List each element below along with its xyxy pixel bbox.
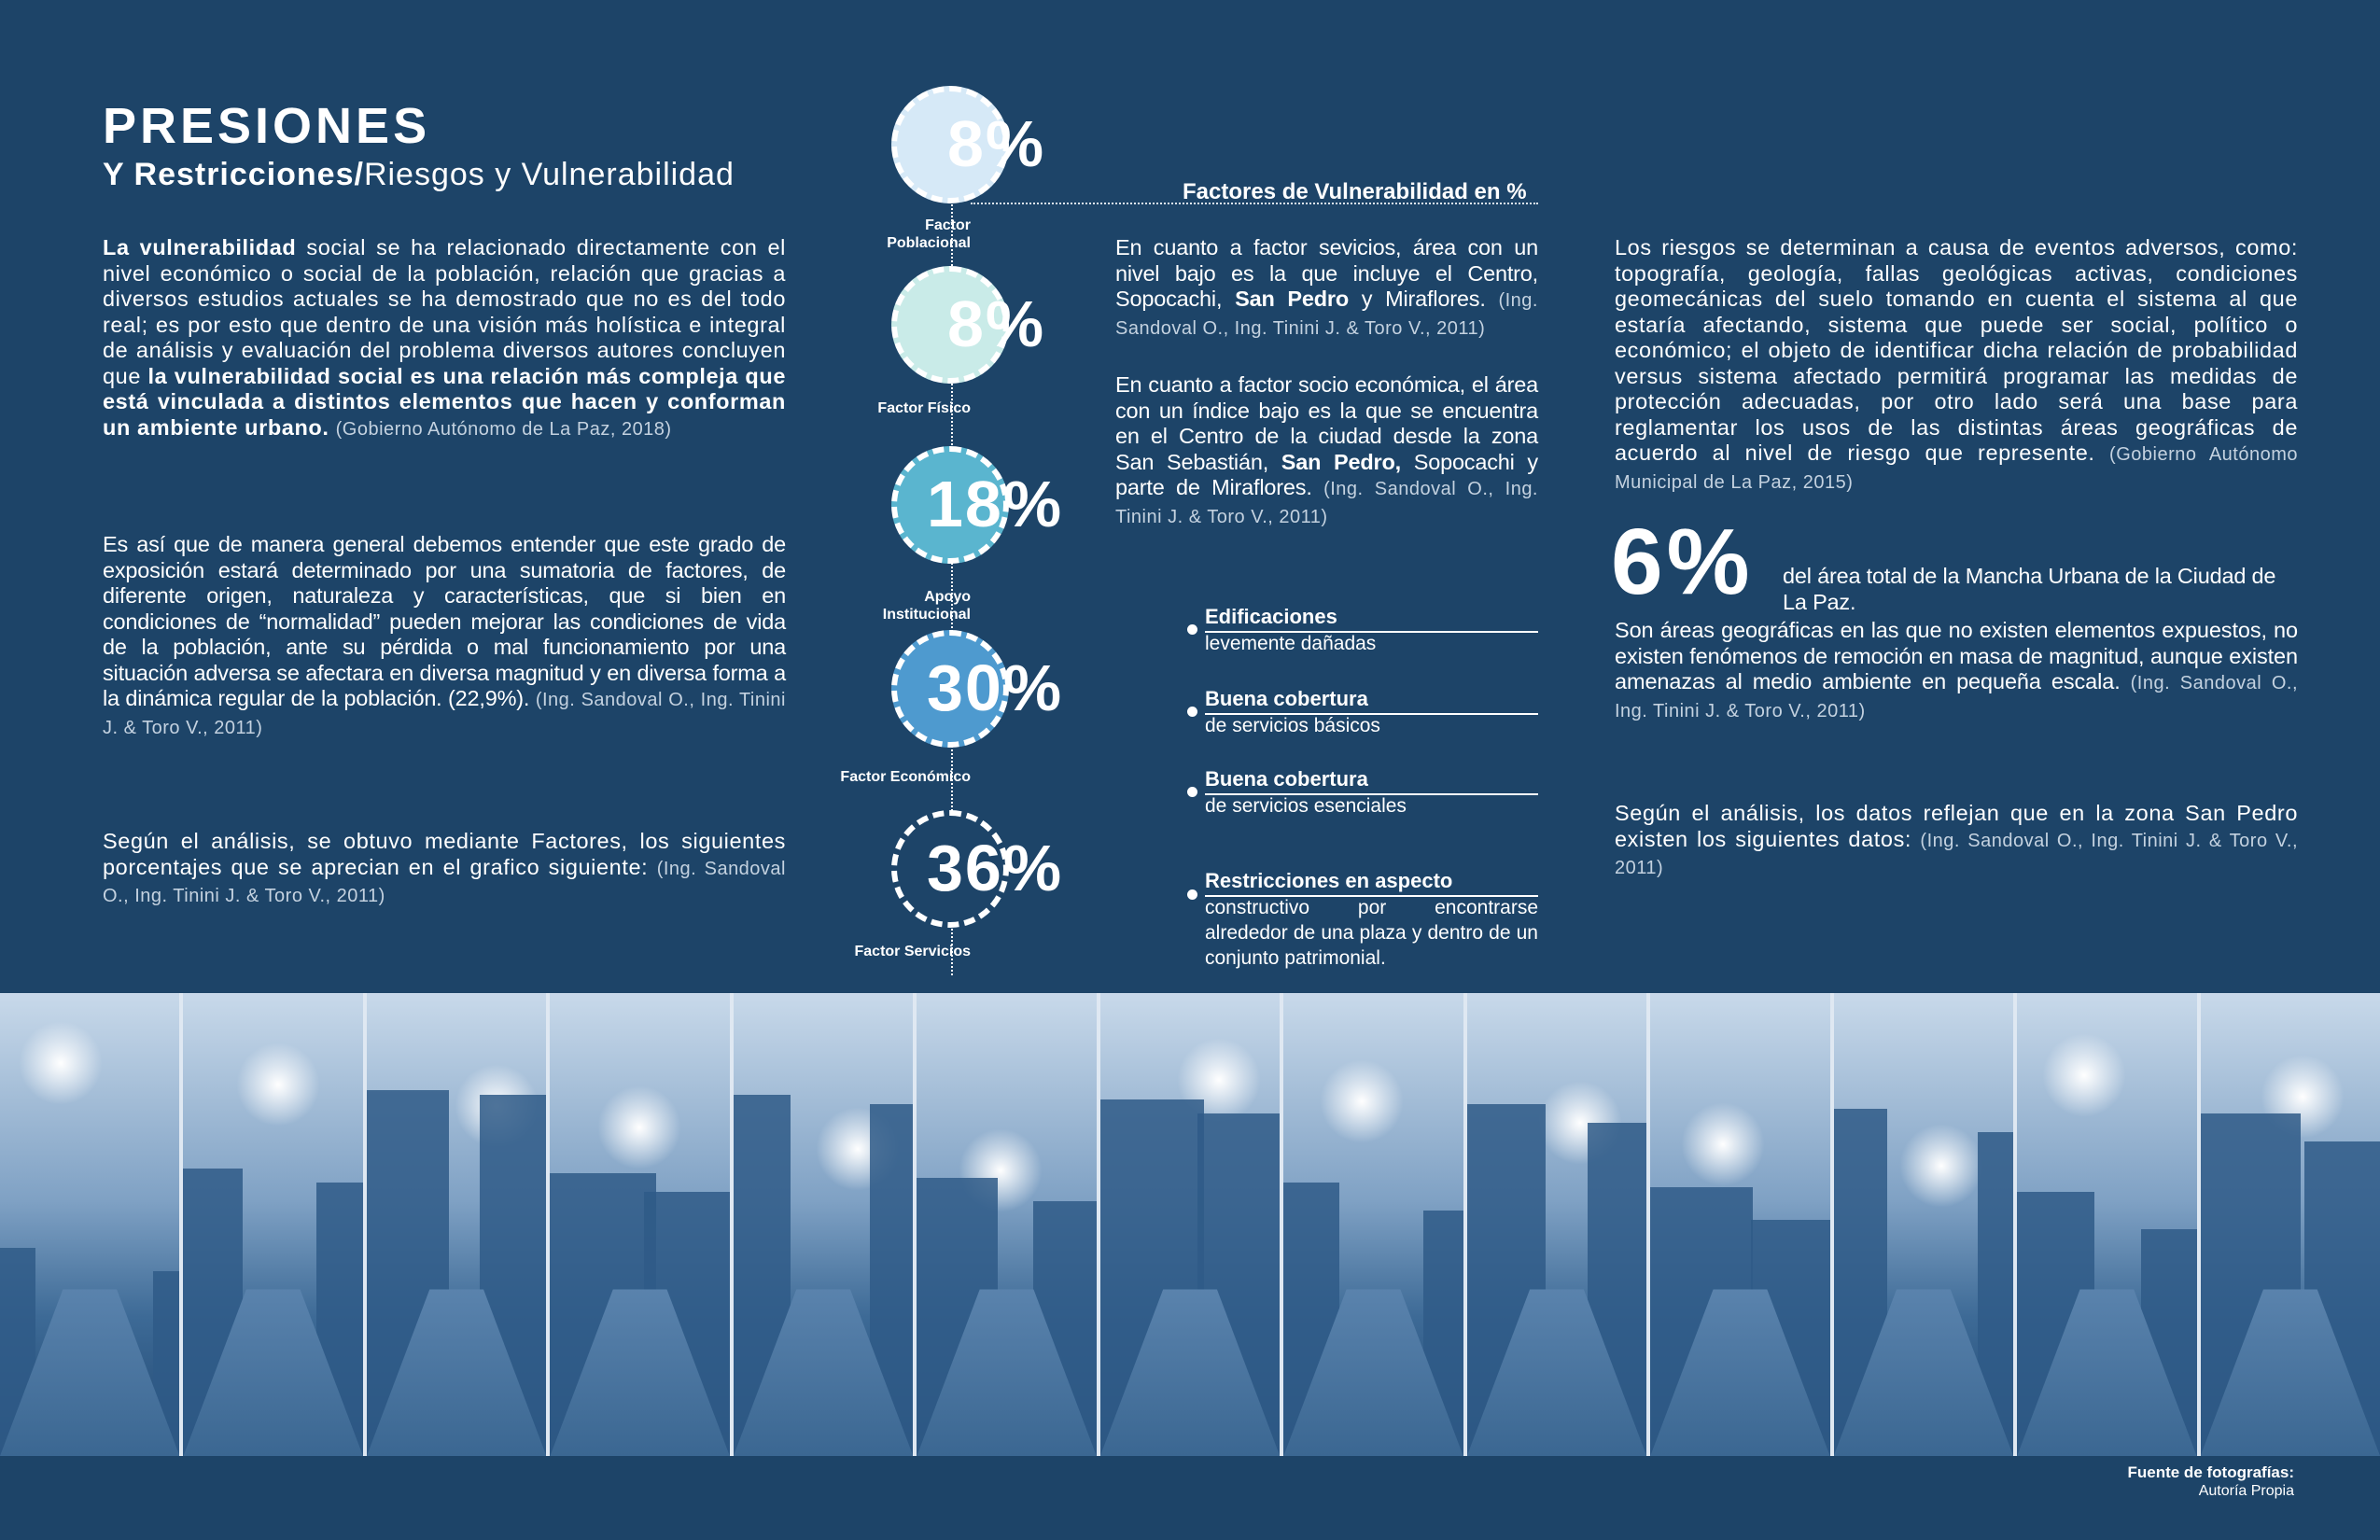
factor-value-label: 8% bbox=[947, 287, 1046, 360]
exposure-paragraph bbox=[103, 532, 786, 741]
area-percentage-caption: del área total de la Mancha Urbana de la Ciudad de La Paz. bbox=[1783, 564, 2276, 614]
vulnerability-intro-paragraph bbox=[103, 235, 786, 442]
street-photo-strip bbox=[0, 993, 2380, 1456]
citation: (Ing. Sandoval O., Ing. Tinini J. & Toro V., 2011) bbox=[1115, 290, 1538, 339]
body-text: Según el análisis, se obtuvo mediante Factores, los siguientes porcentajes que se aprecian en el grafico siguiente: bbox=[103, 829, 786, 879]
body-text: Son áreas geográficas en las que no existen elementos expuestos, no existen fenómenos de remoción en masa de magnitud, aunque existen amenazas al medio ambiente en pequeña escala. bbox=[1615, 618, 2298, 693]
subtitle-rest: Riesgos y Vulnerabilidad bbox=[363, 157, 735, 192]
bullet-dot bbox=[1187, 707, 1197, 717]
body-text: Los riesgos se determinan a causa de eventos adversos, como: topografía, geología, fallas geológicas activas, condiciones geomecánicas del suelo tomando en cuenta el sistema al que estaría afectando, sistema que puede ser social, político o económico; el objeto de identificar dicha relación de probabilidad versus sistema afectado permitirá programar las medidas de protección adecuadas, por otro lado será una base para reglamentar los usos de las distintas áreas geográficas de acuerdo al nivel de riesgo que represente. bbox=[1615, 235, 2298, 465]
factor-category-label: Factor Físico bbox=[877, 400, 971, 416]
factor-value-label: 30% bbox=[927, 651, 1064, 724]
factor-circle bbox=[891, 630, 1064, 751]
emphasis-text: San Pedro bbox=[1235, 287, 1349, 311]
factor-circle bbox=[891, 446, 1064, 567]
factor-circle bbox=[891, 266, 1046, 387]
citation: (Ing. Sandoval O., Ing. Tinini J. & Toro V., 2011) bbox=[1615, 673, 2298, 721]
area-percentage-value: 6% bbox=[1611, 510, 1754, 614]
photo-credit-value: Autoría Propia bbox=[2198, 1483, 2294, 1499]
analysis-paragraph bbox=[103, 829, 786, 910]
factor-circle bbox=[891, 86, 1046, 207]
san-pedro-paragraph bbox=[1615, 801, 2298, 882]
street-photo bbox=[1650, 993, 1829, 1456]
body-text: Sopocachi y parte de Miraflores. bbox=[1115, 449, 1538, 499]
factor-category-label: Factor Poblacional bbox=[887, 217, 971, 251]
street-photo bbox=[1283, 993, 1463, 1456]
bullet-dot bbox=[1187, 624, 1197, 635]
factor-circle bbox=[891, 810, 1064, 931]
street-photo bbox=[550, 993, 729, 1456]
street-photo bbox=[1100, 993, 1280, 1456]
subtitle-bold: Y Restricciones/ bbox=[103, 157, 364, 192]
factor-value-label: 18% bbox=[927, 468, 1064, 540]
photo-credit-label: Fuente de fotografías: bbox=[2127, 1463, 2294, 1481]
citation: (Ing. Sandoval O., Ing. Tinini J. & Toro V., 2011) bbox=[103, 858, 786, 906]
bullet-text: de servicios esenciales bbox=[1205, 795, 1407, 817]
emphasis-text: La vulnerabilidad bbox=[103, 235, 297, 259]
street-photo bbox=[2017, 993, 2196, 1456]
street-photo bbox=[367, 993, 546, 1456]
bullet-title: Buena cobertura bbox=[1205, 687, 1368, 710]
emphasis-text: la vulnerabilidad social es una relación más compleja que está vinculada a distintos elementos que hacen y conforman un ambiente urbano. bbox=[103, 363, 786, 440]
geographic-areas-paragraph bbox=[1615, 618, 2298, 724]
bullet-dot bbox=[1187, 787, 1197, 797]
bullet-title: Buena cobertura bbox=[1205, 767, 1368, 791]
risks-paragraph bbox=[1615, 235, 2298, 496]
bullet-text: constructivo por encontrarse alrededor de una plaza y dentro de un conjunto patrimonial. bbox=[1205, 897, 1538, 969]
body-text: En cuanto a factor socio económica, el área con un índice bajo es la que se encuentra en el Centro de la ciudad desde la zona San Sebastián, bbox=[1115, 372, 1538, 474]
street-photo bbox=[917, 993, 1096, 1456]
citation: (Ing. Sandoval O., Ing. Tinini J. & Toro V., 2011) bbox=[103, 690, 786, 738]
emphasis-text: San Pedro, bbox=[1281, 449, 1401, 474]
factor-value-label: 8% bbox=[947, 107, 1046, 180]
bullet-dot bbox=[1187, 889, 1197, 900]
services-factor-paragraph bbox=[1115, 235, 1538, 342]
socioeconomic-factor-paragraph bbox=[1115, 372, 1538, 530]
factor-category-label: Factor Servicios bbox=[854, 944, 971, 959]
citation: (Gobierno Autónomo Municipal de La Paz, 2015) bbox=[1615, 444, 2299, 493]
bullet-title: Edificaciones bbox=[1205, 605, 1337, 628]
body-text: Es así que de manera general debemos entender que este grado de exposición estará determinado por una sumatoria de factores, de diferente origen, naturaleza y características, que si bien en condiciones de “normalidad” pueden mejorar las condiciones de vida de la población, ante su pérdida o mal funcionamiento por una situación adversa se afectara en diversa magnitud y en diversa forma a la dinámica regular de la población. (22,9%). bbox=[103, 532, 786, 710]
chart-title: Factores de Vulnerabilidad en % bbox=[1183, 179, 1527, 204]
citation: (Ing. Sandoval O., Ing. Tinini J. & Toro V., 2011) bbox=[1615, 830, 2298, 878]
citation: (Gobierno Autónomo de La Paz, 2018) bbox=[335, 418, 672, 440]
bullet-title: Restricciones en aspecto bbox=[1205, 869, 1453, 892]
body-text: En cuanto a factor sevicios, área con un nivel bajo es la que incluye el Centro, Sopocachi, bbox=[1115, 235, 1538, 311]
street-photo bbox=[0, 993, 179, 1456]
factor-category-label: Apoyo Institucional bbox=[882, 589, 971, 623]
bullet-text: de servicios básicos bbox=[1205, 715, 1380, 736]
factor-value-label: 36% bbox=[927, 832, 1064, 904]
page-subtitle bbox=[103, 157, 735, 193]
street-photo bbox=[1467, 993, 1646, 1456]
body-text: social se ha relacionado directamente con el nivel económico o social de la población, relación que gracias a diversos estudios actuales se ha demostrado que no es del todo real; es por esto que dentro de una visión más holística e integral de análisis y evaluación del problema diversos autores concluyen que bbox=[103, 235, 786, 388]
street-photo bbox=[734, 993, 913, 1456]
factor-category-label: Factor Económico bbox=[840, 769, 971, 785]
body-text: Según el análisis, los datos reflejan que en la zona San Pedro existen los siguientes datos: bbox=[1615, 801, 2298, 851]
body-text: y Miraflores. bbox=[1349, 287, 1499, 311]
street-photo bbox=[183, 993, 362, 1456]
citation: (Ing. Sandoval O., Ing. Tinini J. & Toro V., 2011) bbox=[1115, 479, 1538, 527]
street-photo bbox=[1834, 993, 2013, 1456]
bullet-text: levemente dañadas bbox=[1205, 633, 1377, 654]
page-title: PRESIONES bbox=[103, 98, 431, 154]
street-photo bbox=[2201, 993, 2380, 1456]
